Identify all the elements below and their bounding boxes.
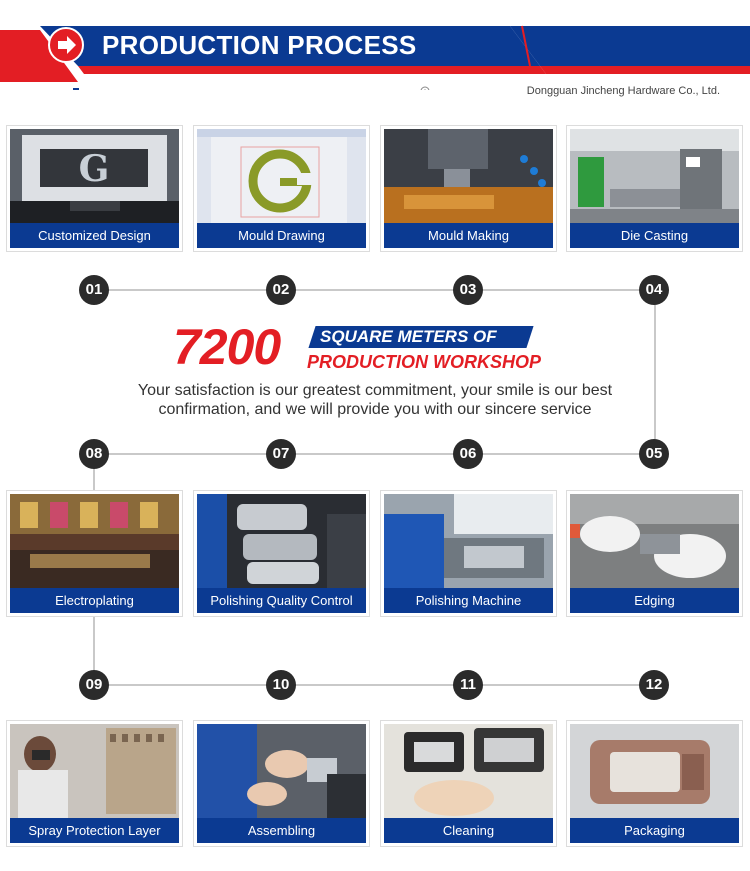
workshop-area-number: 7200 — [173, 319, 281, 375]
step-number-08: 08 — [79, 439, 109, 469]
step-card-packaging — [566, 720, 743, 847]
connector-line — [95, 289, 655, 291]
production-workshop-text: PRODUCTION WORKSHOP — [307, 352, 541, 372]
page-title: PRODUCTION PROCESS — [102, 30, 417, 60]
connector-line — [95, 684, 655, 686]
step-number-07: 07 — [266, 439, 296, 469]
step-card-mould-making — [380, 125, 557, 252]
company-name: Dongguan Jincheng Hardware Co., Ltd. — [526, 85, 720, 97]
step-number-03: 03 — [453, 275, 483, 305]
step-label: Packaging — [570, 818, 739, 843]
step-label: Edging — [570, 588, 739, 613]
step-label: Customized Design — [10, 223, 179, 248]
step-label: Cleaning — [384, 818, 553, 843]
connector-line — [95, 453, 655, 455]
svg-text:G: G — [78, 148, 110, 190]
step-number-12: 12 — [639, 670, 669, 700]
polishing-machine-photo — [384, 494, 553, 588]
step-card-electroplating — [6, 490, 183, 617]
design-photo — [10, 129, 179, 223]
step-label: Electroplating — [10, 588, 179, 613]
step-card-polishing-machine — [380, 490, 557, 617]
step-label: Assembling — [197, 818, 366, 843]
step-label: Mould Drawing — [197, 223, 366, 248]
commitment-text: Your satisfaction is our greatest commitment, your smile is our best confirmation, and we will provide you with our sincere service — [137, 382, 613, 418]
step-card-die-casting — [566, 125, 743, 252]
step-number-04: 04 — [639, 275, 669, 305]
quality-control-photo — [197, 494, 366, 588]
packaging-photo — [570, 724, 739, 818]
mould-making-photo — [384, 129, 553, 223]
step-number-06: 06 — [453, 439, 483, 469]
step-label: Polishing Quality Control — [197, 588, 366, 613]
step-card-mould-drawing — [193, 125, 370, 252]
step-number-11: 11 — [453, 670, 483, 700]
step-number-09: 09 — [79, 670, 109, 700]
cleaning-photo — [384, 724, 553, 818]
step-number-02: 02 — [266, 275, 296, 305]
assembling-photo — [197, 724, 366, 818]
step-label: Die Casting — [570, 223, 739, 248]
step-label: Polishing Machine — [384, 588, 553, 613]
connector-line — [654, 290, 656, 455]
drawing-photo — [197, 129, 366, 223]
step-number-05: 05 — [639, 439, 669, 469]
step-card-spray-protection-layer — [6, 720, 183, 847]
step-card-cleaning — [380, 720, 557, 847]
edging-photo — [570, 494, 739, 588]
step-card-customized-design — [6, 125, 183, 252]
spray-photo — [10, 724, 179, 818]
step-label: Spray Protection Layer — [10, 818, 179, 843]
electroplating-photo — [10, 494, 179, 588]
step-card-assembling — [193, 720, 370, 847]
step-number-01: 01 — [79, 275, 109, 305]
step-label: Mould Making — [384, 223, 553, 248]
square-meters-tag: SQUARE METERS OF — [320, 327, 497, 346]
die-casting-photo — [570, 129, 739, 223]
step-number-10: 10 — [266, 670, 296, 700]
step-card-edging — [566, 490, 743, 617]
arrow-right-icon — [47, 26, 85, 64]
step-card-polishing-quality-control — [193, 490, 370, 617]
